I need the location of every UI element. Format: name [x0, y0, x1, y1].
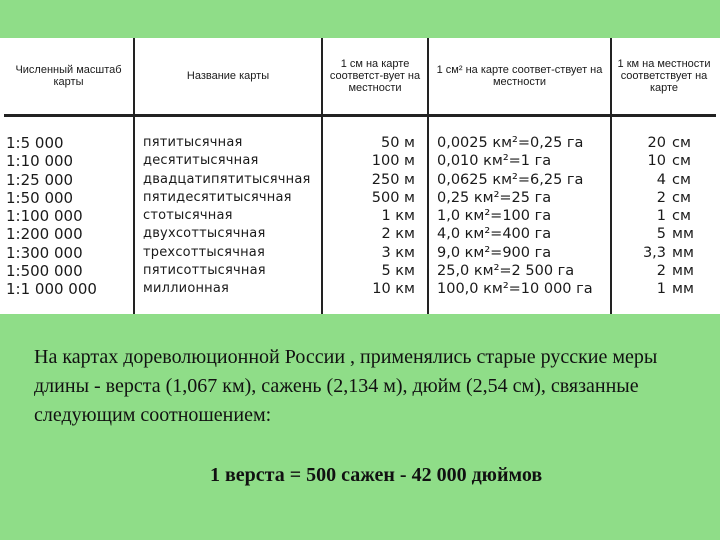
cell-area: 4,0 км²=400 га: [437, 226, 552, 243]
cell-scale: 1:50 000: [6, 188, 74, 207]
km-value: 20: [647, 135, 666, 151]
cell-area: 1,0 км²=100 га: [437, 208, 552, 225]
unit-relation-formula: 1 верста = 500 сажен - 42 000 дюймов: [210, 464, 543, 486]
column-cm-on-map: [322, 116, 428, 315]
cell-scale: 1:100 000: [6, 207, 83, 226]
header-area-on-map: 1 см² на карте соответ-ствует на местности: [428, 38, 611, 116]
column-km-on-ground: [611, 116, 716, 315]
km-value: 10: [647, 153, 666, 170]
cell-km: [624, 280, 715, 298]
km-value: 3,3: [642, 244, 666, 261]
cell-scale: 1:5 000: [6, 134, 64, 152]
cell-area: 0,0025 км²=0,25 га: [437, 135, 584, 151]
km-value: 2: [656, 263, 666, 280]
cell-area: 25,0 км²=2 500 га: [437, 263, 575, 280]
cell-scale: 1:200 000: [6, 225, 83, 244]
cell-cm: 2 км: [381, 226, 415, 243]
cell-map-name: пятитысячная: [143, 135, 243, 150]
km-value: 1: [656, 281, 666, 298]
cell-cm: 10 км: [372, 281, 415, 298]
cell-map-name: двадцатипятитысячная: [143, 171, 311, 187]
cell-area: 0,25 км²=25 га: [437, 189, 552, 206]
cell-map-name: двухсоттысячная: [143, 226, 266, 242]
cell-km: [624, 152, 715, 170]
cell-km: [624, 207, 715, 225]
column-area: [428, 116, 611, 315]
cell-km: [624, 189, 715, 207]
cell-scale: 1:1 000 000: [6, 280, 97, 299]
column-scale: [4, 116, 134, 315]
header-cm-on-map: 1 см на карте соответст-вует на местности: [322, 38, 428, 116]
cell-cm: 5 км: [381, 263, 415, 280]
cell-cm: 50 м: [381, 135, 415, 151]
cell-km: [624, 134, 715, 152]
header-map-name: Название карты: [134, 38, 322, 116]
cell-km: [624, 262, 715, 280]
table-body-row: [4, 116, 716, 315]
km-unit: мм: [672, 226, 694, 243]
cell-cm: 3 км: [381, 244, 415, 261]
cell-scale: 1:25 000: [6, 170, 74, 189]
scale-table-panel: [0, 38, 720, 314]
cell-map-name: трехсоттысячная: [143, 244, 265, 260]
cell-area: 100,0 км²=10 000 га: [437, 281, 593, 298]
km-value: 4: [656, 171, 666, 188]
km-value: 1: [656, 208, 666, 225]
km-unit: мм: [672, 281, 694, 298]
km-unit: см: [672, 135, 691, 151]
km-value: 2: [656, 189, 666, 206]
cell-km: [624, 171, 715, 189]
km-unit: мм: [672, 244, 694, 261]
cell-map-name: пятисоттысячная: [143, 263, 266, 279]
header-numeric-scale: Численный масштаб карты: [4, 38, 134, 116]
header-km-on-ground: 1 км на местности соответствует на карте: [611, 38, 716, 116]
historical-units-note: На картах дореволюционной России , применялись старые русские меры длины - верста (1,067 км), сажень (2,134 м), дюйм (2,54 см), связанные следующим соотношением:: [34, 346, 658, 426]
cell-km: [624, 225, 715, 243]
km-value: 5: [656, 226, 666, 243]
cell-cm: 100 м: [371, 153, 415, 170]
cell-cm: 1 км: [381, 208, 415, 225]
cell-map-name: пятидесятитысячная: [143, 189, 292, 205]
cell-scale: 1:500 000: [6, 262, 83, 281]
cell-cm: 500 м: [371, 189, 415, 206]
cell-area: 9,0 км²=900 га: [437, 244, 552, 261]
km-unit: см: [672, 189, 691, 206]
cell-scale: 1:300 000: [6, 243, 83, 262]
cell-map-name: десятитысячная: [143, 153, 259, 169]
cell-map-name: стотысячная: [143, 208, 233, 224]
scale-table: [4, 38, 716, 314]
table-header-row: [4, 38, 716, 116]
cell-km: [624, 244, 715, 262]
column-map-name: [134, 116, 322, 315]
cell-map-name: миллионная: [143, 281, 230, 297]
cell-cm: 250 м: [371, 171, 415, 188]
cell-area: 0,010 км²=1 га: [437, 153, 552, 170]
cell-scale: 1:10 000: [6, 152, 74, 171]
km-unit: мм: [672, 263, 694, 280]
km-unit: см: [672, 208, 691, 225]
km-unit: см: [672, 171, 691, 188]
km-unit: см: [672, 153, 691, 170]
cell-area: 0,0625 км²=6,25 га: [437, 171, 584, 188]
